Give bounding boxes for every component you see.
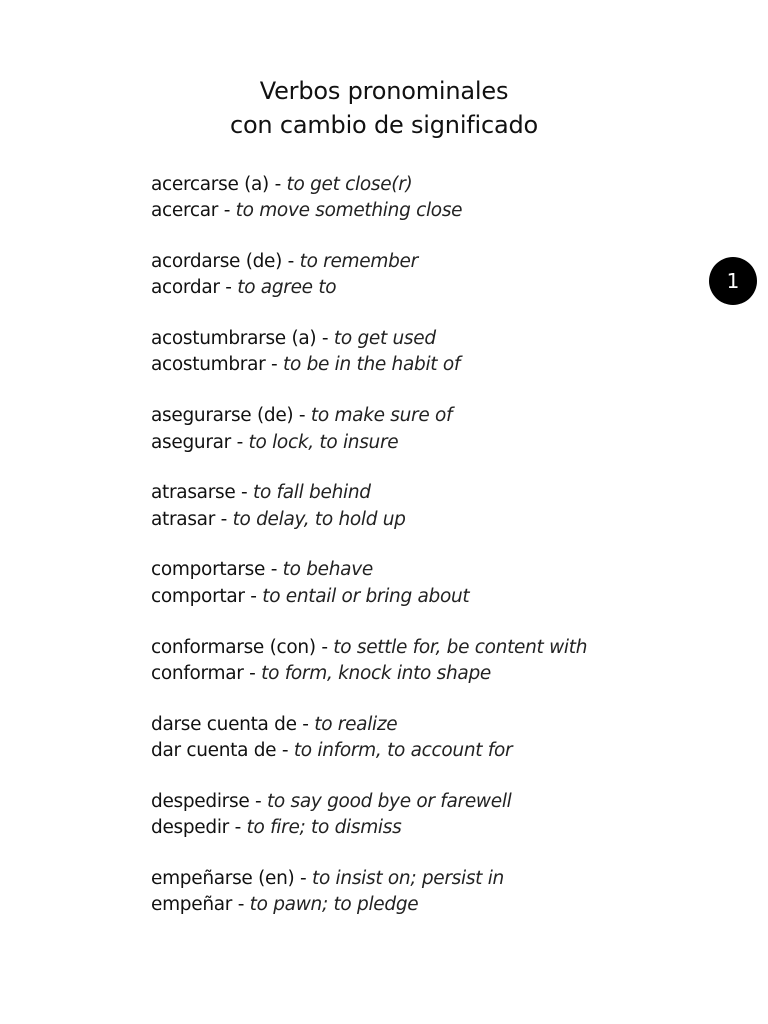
reflexive-verb: conformarse (con) <box>151 636 316 658</box>
plain-verb: asegurar <box>151 431 231 453</box>
reflexive-meaning: to make sure of <box>310 405 453 427</box>
separator: - <box>232 894 250 916</box>
verb-pair <box>151 635 751 688</box>
plain-meaning: to pawn; to pledge <box>249 894 419 916</box>
verb-pair <box>151 172 751 225</box>
reflexive-verb: darse cuenta de <box>151 713 297 735</box>
reflexive-verb: atrasarse <box>151 482 236 504</box>
plain-verb: dar cuenta de <box>151 739 277 761</box>
plain-verb-line <box>151 584 751 610</box>
separator: - <box>249 790 267 812</box>
plain-meaning: to agree to <box>237 277 337 299</box>
page-title-line-2: con cambio de significado <box>229 111 539 139</box>
plain-meaning: to fire; to dismiss <box>246 817 402 839</box>
reflexive-verb-line <box>151 249 751 275</box>
reflexive-meaning: to say good bye or farewell <box>266 790 512 812</box>
separator: - <box>276 739 294 761</box>
plain-meaning: to move something close <box>235 200 463 222</box>
reflexive-verb-line <box>151 480 751 506</box>
separator: - <box>282 251 300 273</box>
plain-verb: conformar <box>151 662 244 684</box>
reflexive-verb: asegurarse (de) <box>151 405 294 427</box>
reflexive-meaning: to insist on; persist in <box>312 867 504 889</box>
separator: - <box>268 174 287 195</box>
reflexive-verb-line <box>151 635 751 661</box>
reflexive-verb-line <box>151 403 751 429</box>
plain-verb-line <box>151 198 751 224</box>
plain-verb: despedir <box>151 817 229 839</box>
plain-verb: acercar <box>151 200 219 222</box>
reflexive-meaning: to get used <box>333 328 436 350</box>
reflexive-verb-line <box>151 866 751 892</box>
separator: - <box>296 713 315 735</box>
reflexive-verb-line <box>151 557 751 583</box>
verb-pair <box>151 789 751 842</box>
page-title-line-1: Verbos pronominales <box>259 77 509 105</box>
verb-list <box>151 172 751 943</box>
reflexive-meaning: to realize <box>314 713 398 735</box>
reflexive-verb: acercarse (a) <box>151 174 269 195</box>
verb-pair <box>151 249 751 302</box>
verb-pair <box>151 866 751 919</box>
reflexive-verb-line <box>151 789 751 815</box>
reflexive-verb: comportarse <box>151 559 266 581</box>
plain-meaning: to lock, to insure <box>248 431 399 453</box>
separator: - <box>218 200 236 222</box>
separator: - <box>244 585 263 607</box>
reflexive-verb-line <box>151 172 751 198</box>
separator: - <box>235 482 253 504</box>
reflexive-verb-line <box>151 326 751 352</box>
reflexive-meaning: to settle for, be content with <box>333 636 588 658</box>
plain-meaning: to inform, to account for <box>293 739 513 761</box>
plain-verb-line <box>151 352 751 378</box>
reflexive-meaning: to get close(r) <box>286 174 413 195</box>
separator: - <box>230 431 249 453</box>
plain-verb: acordar <box>151 277 220 299</box>
reflexive-verb-line <box>151 712 751 738</box>
plain-verb-line <box>151 738 751 764</box>
reflexive-meaning: to remember <box>299 251 418 273</box>
reflexive-meaning: to behave <box>282 559 373 581</box>
plain-verb-line <box>151 507 751 533</box>
plain-verb-line <box>151 430 751 456</box>
page-number-badge: 1 <box>709 257 757 305</box>
reflexive-verb: empeñarse (en) <box>151 867 295 889</box>
plain-meaning: to delay, to hold up <box>232 508 406 530</box>
plain-verb-line <box>151 892 751 918</box>
plain-verb: acostumbrar <box>151 354 266 376</box>
separator: - <box>293 405 311 427</box>
verb-pair <box>151 712 751 765</box>
verb-pair <box>151 326 751 379</box>
separator: - <box>315 636 334 658</box>
reflexive-meaning: to fall behind <box>252 482 371 504</box>
separator: - <box>316 328 334 350</box>
separator: - <box>215 508 233 530</box>
separator: - <box>265 559 283 581</box>
separator: - <box>219 277 238 299</box>
plain-meaning: to form, knock into shape <box>261 662 491 684</box>
plain-verb: atrasar <box>151 508 216 530</box>
page-title <box>0 74 768 142</box>
separator: - <box>294 867 312 889</box>
plain-verb-line <box>151 275 751 301</box>
reflexive-verb: acordarse (de) <box>151 251 283 273</box>
verb-pair <box>151 480 751 533</box>
verb-pair <box>151 557 751 610</box>
plain-meaning: to be in the habit of <box>283 354 461 376</box>
separator: - <box>243 662 262 684</box>
reflexive-verb: despedirse <box>151 790 250 812</box>
plain-verb: comportar <box>151 585 245 607</box>
plain-meaning: to entail or bring about <box>262 585 470 607</box>
reflexive-verb: acostumbrarse (a) <box>151 328 317 350</box>
verb-pair <box>151 403 751 456</box>
plain-verb: empeñar <box>151 894 233 916</box>
separator: - <box>265 354 284 376</box>
plain-verb-line <box>151 661 751 687</box>
plain-verb-line <box>151 815 751 841</box>
separator: - <box>228 817 247 839</box>
